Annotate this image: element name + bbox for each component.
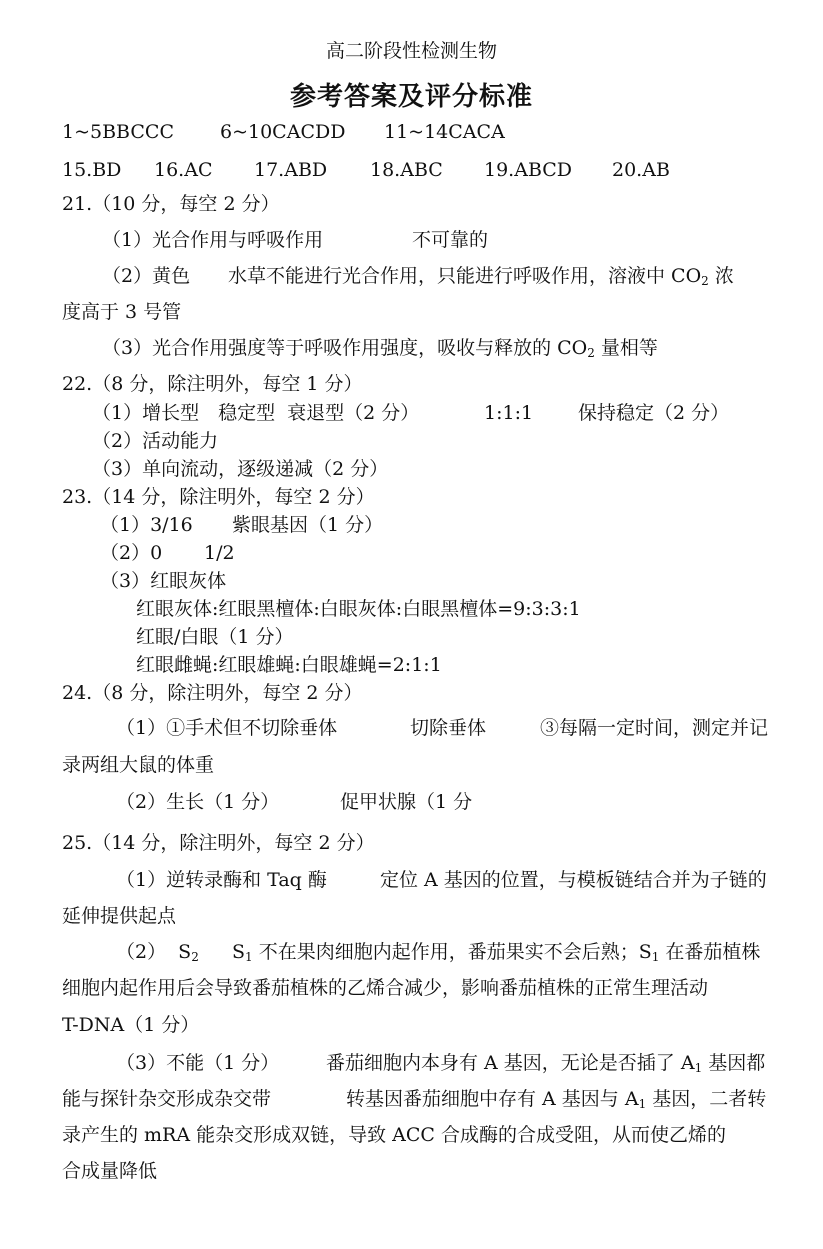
- q25-answer-3f: 合成量降低: [62, 1160, 158, 1182]
- q25-answer-2c: 细胞内起作用后会导致番茄植株的乙烯合减少，影响番茄植株的正常生理活动: [62, 977, 709, 999]
- q25-answer-2b: $S_1$ 不在果肉细胞内起作用，番茄果实不会后熟；$S_1$ 在番茄植株: [232, 941, 761, 964]
- q21-answer-3: （3）光合作用强度等于呼吸作用强度，吸收与释放的 $CO_2$ 量相等: [102, 337, 658, 360]
- q23-answer-2a: （2）0: [100, 542, 163, 564]
- q25-heading: 25.（14 分，除注明外，每空 2 分）: [62, 832, 375, 854]
- q25-answer-2a: （2） $S_2$: [116, 941, 199, 964]
- choice-answer-18: 18.ABC: [370, 159, 443, 181]
- q22-answer-1c: 保持稳定（2 分）: [578, 402, 730, 424]
- choice-answers-11-14: 11~14CACA: [384, 121, 505, 143]
- q24-answer-1a: （1）①手术但不切除垂体: [116, 717, 338, 739]
- q23-answer-1a: （1）3/16: [100, 514, 193, 536]
- q25-answer-3d: 转基因番茄细胞中存有 A 基因与 $A_1$ 基因，二者转: [346, 1088, 767, 1111]
- q23-answer-3: （3）红眼灰体: [100, 570, 227, 592]
- q25-answer-1c: 延伸提供起点: [62, 905, 177, 927]
- q21-answer-1b: 不可靠的: [412, 229, 489, 251]
- q22-heading: 22.（8 分，除注明外，每空 1 分）: [62, 373, 363, 395]
- q24-answer-1b: 切除垂体: [410, 717, 487, 739]
- choice-answer-16: 16.AC: [154, 159, 213, 181]
- q25-answer-2d: T-DNA（1 分）: [62, 1014, 200, 1036]
- q21-answer-2a: （2）黄色: [102, 265, 191, 287]
- q23-heading: 23.（14 分，除注明外，每空 2 分）: [62, 486, 375, 508]
- q22-answer-2: （2）活动能力: [92, 430, 219, 452]
- q24-answer-1d: 录两组大鼠的体重: [62, 754, 215, 776]
- q24-answer-2a: （2）生长（1 分）: [116, 791, 280, 813]
- q23-answer-2b: 1/2: [204, 542, 235, 564]
- q22-answer-1a: （1）增长型 稳定型 衰退型（2 分）: [92, 402, 420, 424]
- q21-answer-2c: 度高于 3 号管: [62, 301, 182, 323]
- q25-answer-3a: （3）不能（1 分）: [116, 1052, 280, 1074]
- q21-answer-2b: 水草不能进行光合作用，只能进行呼吸作用，溶液中 $CO_2$ 浓: [228, 265, 734, 288]
- choice-answer-19: 19.ABCD: [484, 159, 573, 181]
- q21-heading: 21.（10 分，每空 2 分）: [62, 193, 280, 215]
- choice-answers-6-10: 6~10CACDD: [220, 121, 346, 143]
- q25-answer-1b: 定位 A 基因的位置，与模板链结合并为子链的: [380, 869, 767, 891]
- q25-answer-1a: （1）逆转录酶和 Taq 酶: [116, 869, 327, 891]
- choice-answer-20: 20.AB: [612, 159, 670, 181]
- q25-answer-3e: 录产生的 mRA 能杂交形成双链，导致 ACC 合成酶的合成受阻，从而使乙烯的: [62, 1124, 726, 1146]
- q24-heading: 24.（8 分，除注明外，每空 2 分）: [62, 682, 363, 704]
- q21-answer-1a: （1）光合作用与呼吸作用: [102, 229, 324, 251]
- q24-answer-2b: 促甲状腺（1 分: [340, 791, 473, 813]
- page-subtitle: 高二阶段性检测生物: [325, 40, 497, 62]
- q22-answer-3: （3）单向流动，逐级递减（2 分）: [92, 458, 389, 480]
- q23-answer-3c: 红眼雌蝇:红眼雄蝇:白眼雄蝇=2:1:1: [136, 654, 442, 676]
- q22-answer-1b: 1:1:1: [484, 402, 534, 424]
- q25-answer-3b: 番茄细胞内本身有 A 基因，无论是否插了 $A_1$ 基因都: [326, 1052, 766, 1075]
- page-title: 参考答案及评分标准: [289, 82, 533, 112]
- q25-answer-3c: 能与探针杂交形成杂交带: [62, 1088, 272, 1110]
- q23-answer-1b: 紫眼基因（1 分）: [232, 514, 384, 536]
- q23-answer-3a: 红眼灰体:红眼黑檀体:白眼灰体:白眼黑檀体=9:3:3:1: [136, 598, 581, 620]
- q24-answer-1c: ③每隔一定时间，测定并记: [540, 717, 769, 739]
- q23-answer-3b: 红眼/白眼（1 分）: [136, 626, 294, 648]
- choice-answers-1-5: 1~5BBCCC: [62, 121, 174, 143]
- choice-answer-15: 15.BD: [62, 159, 122, 181]
- choice-answer-17: 17.ABD: [254, 159, 328, 181]
